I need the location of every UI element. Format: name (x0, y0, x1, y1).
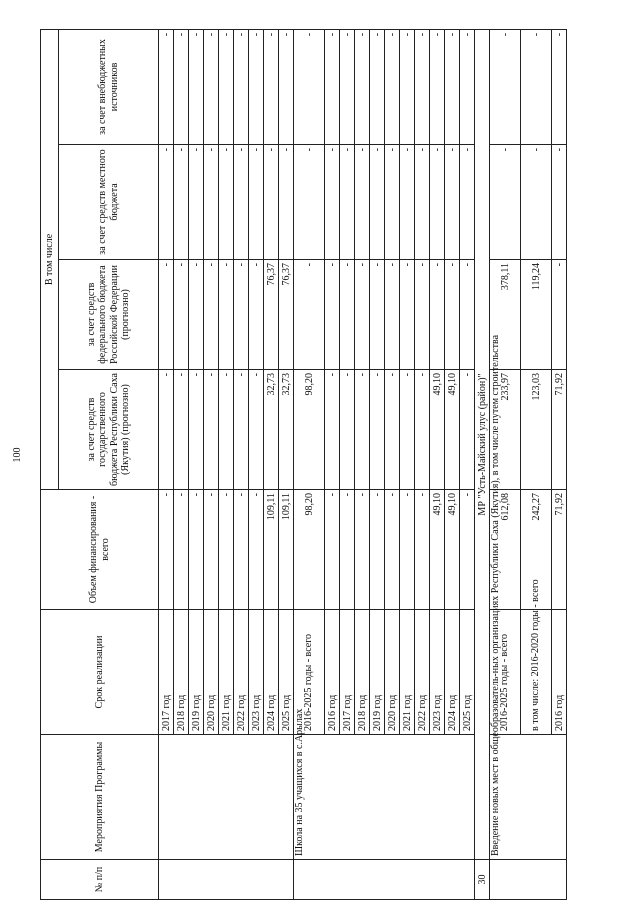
col-fed-header: за счет средств федерального бюджета Российской Федерации (прогнозно) (59, 260, 159, 370)
local-budget-cell: - (174, 145, 189, 260)
rs-budget-cell: - (219, 370, 234, 490)
extrabudget-cell: - (385, 29, 400, 144)
local-budget-cell: - (264, 145, 279, 260)
total-cell: - (234, 490, 249, 610)
federal-budget-cell: - (430, 260, 445, 370)
rs-budget-cell: 71,92 (552, 370, 567, 490)
col-num-header: № п/п (41, 860, 159, 900)
local-budget-cell: - (521, 145, 552, 260)
extrabudget-cell: - (189, 29, 204, 144)
total-cell: - (355, 490, 370, 610)
period-cell: 2020 год (385, 610, 400, 735)
period-cell: 2018 год (174, 610, 189, 735)
col-extra-header: за счет внебюджетных источников (59, 29, 159, 144)
rs-budget-cell: - (159, 370, 174, 490)
total-cell: 109,11 (264, 490, 279, 610)
period-cell: 2022 год (234, 610, 249, 735)
extrabudget-cell: - (355, 29, 370, 144)
rs-budget-cell: 123,03 (521, 370, 552, 490)
num-cell (294, 860, 475, 900)
period-cell: 2019 год (370, 610, 385, 735)
local-budget-cell: - (325, 145, 340, 260)
region-title: МР "Усть-Майский улус (район)" (475, 29, 490, 859)
total-cell: - (385, 490, 400, 610)
rotated-table-stage (40, 30, 590, 900)
total-cell: - (400, 490, 415, 610)
local-budget-cell: - (189, 145, 204, 260)
local-budget-cell: - (490, 145, 521, 260)
federal-budget-cell: - (385, 260, 400, 370)
group-header: В том числе (41, 29, 59, 489)
period-cell: 2023 год (249, 610, 264, 735)
extrabudget-cell: - (521, 29, 552, 144)
local-budget-cell: - (430, 145, 445, 260)
event-cell: Введение новых мест в общеобразователь-ных организациях Республики Саха (Якутия), в том числе путем строительства (490, 735, 567, 860)
total-cell: 71,92 (552, 490, 567, 610)
table-row (490, 29, 521, 899)
rs-budget-cell: - (325, 370, 340, 490)
period-cell: 2023 год (430, 610, 445, 735)
extrabudget-cell: - (279, 29, 294, 144)
total-cell: - (219, 490, 234, 610)
num-cell (159, 860, 294, 900)
extrabudget-cell: - (249, 29, 264, 144)
total-cell: 49,10 (445, 490, 460, 610)
rs-budget-cell: - (400, 370, 415, 490)
rs-budget-cell: - (234, 370, 249, 490)
extrabudget-cell: - (219, 29, 234, 144)
total-cell: - (415, 490, 430, 610)
local-budget-cell: - (294, 145, 325, 260)
extrabudget-cell: - (325, 29, 340, 144)
num-cell (490, 860, 567, 900)
period-cell: 2016-2025 годы - всего (294, 610, 325, 735)
total-cell: 242,27 (521, 490, 552, 610)
rs-budget-cell: - (249, 370, 264, 490)
total-cell: - (189, 490, 204, 610)
rs-budget-cell: 233,97 (490, 370, 521, 490)
region-row-body (475, 29, 490, 899)
local-budget-cell: - (552, 145, 567, 260)
local-budget-cell: - (219, 145, 234, 260)
extrabudget-cell: - (234, 29, 249, 144)
total-cell: - (174, 490, 189, 610)
period-cell: 2024 год (264, 610, 279, 735)
federal-budget-cell: 76,37 (264, 260, 279, 370)
total-cell: - (325, 490, 340, 610)
extrabudget-cell: - (430, 29, 445, 144)
rs-budget-cell: 49,10 (445, 370, 460, 490)
block1-body (159, 29, 294, 899)
federal-budget-cell: 119,24 (521, 260, 552, 370)
extrabudget-cell: - (400, 29, 415, 144)
period-cell: в том числе: 2016-2020 годы - всего (521, 610, 552, 735)
total-cell: - (340, 490, 355, 610)
rs-budget-cell: 98,20 (294, 370, 325, 490)
federal-budget-cell: - (189, 260, 204, 370)
extrabudget-cell: - (340, 29, 355, 144)
page-number: 100 (12, 447, 23, 463)
extrabudget-cell: - (204, 29, 219, 144)
federal-budget-cell: 76,37 (279, 260, 294, 370)
period-cell: 2018 год (355, 610, 370, 735)
col-local-header: за счет средств местного бюджета (59, 145, 159, 260)
rs-budget-cell: 32,73 (264, 370, 279, 490)
local-budget-cell: - (279, 145, 294, 260)
total-cell: 612,08 (490, 490, 521, 610)
table-row (294, 29, 325, 899)
rs-budget-cell: - (355, 370, 370, 490)
total-cell: - (370, 490, 385, 610)
period-cell: 2021 год (400, 610, 415, 735)
col-event-header: Мероприятия Программы (41, 735, 159, 860)
federal-budget-cell: - (400, 260, 415, 370)
local-budget-cell: - (234, 145, 249, 260)
local-budget-cell: - (355, 145, 370, 260)
period-cell: 2021 год (219, 610, 234, 735)
total-cell: - (204, 490, 219, 610)
total-cell: 49,10 (430, 490, 445, 610)
extrabudget-cell: - (159, 29, 174, 144)
federal-budget-cell: - (204, 260, 219, 370)
local-budget-cell: - (445, 145, 460, 260)
extrabudget-cell: - (490, 29, 521, 144)
region-row (475, 29, 490, 899)
event-cell (159, 735, 294, 860)
rs-budget-cell: - (370, 370, 385, 490)
local-budget-cell: - (249, 145, 264, 260)
period-cell: 2024 год (445, 610, 460, 735)
total-cell: - (460, 490, 475, 610)
local-budget-cell: - (460, 145, 475, 260)
federal-budget-cell: - (460, 260, 475, 370)
total-cell: - (249, 490, 264, 610)
federal-budget-cell: - (159, 260, 174, 370)
table-row (159, 29, 174, 899)
extrabudget-cell: - (370, 29, 385, 144)
extrabudget-cell: - (415, 29, 430, 144)
extrabudget-cell: - (174, 29, 189, 144)
local-budget-cell: - (159, 145, 174, 260)
rs-budget-cell: 49,10 (430, 370, 445, 490)
total-cell: 98,20 (294, 490, 325, 610)
period-cell: 2017 год (340, 610, 355, 735)
federal-budget-cell: - (294, 260, 325, 370)
rs-budget-cell: 32,73 (279, 370, 294, 490)
total-cell: - (159, 490, 174, 610)
rs-budget-cell: - (385, 370, 400, 490)
federal-budget-cell: - (552, 260, 567, 370)
period-cell: 2025 год (279, 610, 294, 735)
period-cell: 2016 год (325, 610, 340, 735)
extrabudget-cell: - (294, 29, 325, 144)
local-budget-cell: - (415, 145, 430, 260)
table-sheet (40, 30, 590, 900)
federal-budget-cell: - (355, 260, 370, 370)
local-budget-cell: - (385, 145, 400, 260)
local-budget-cell: - (340, 145, 355, 260)
period-cell: 2020 год (204, 610, 219, 735)
rs-budget-cell: - (460, 370, 475, 490)
region-num: 30 (475, 860, 490, 900)
federal-budget-cell: - (445, 260, 460, 370)
rs-budget-cell: - (340, 370, 355, 490)
federal-budget-cell: - (415, 260, 430, 370)
federal-budget-cell: - (340, 260, 355, 370)
rs-budget-cell: - (174, 370, 189, 490)
local-budget-cell: - (370, 145, 385, 260)
period-cell: 2016 год (552, 610, 567, 735)
financing-table (40, 29, 567, 900)
extrabudget-cell: - (552, 29, 567, 144)
period-cell: 2025 год (460, 610, 475, 735)
federal-budget-cell: - (219, 260, 234, 370)
block2-body (294, 29, 475, 899)
rs-budget-cell: - (204, 370, 219, 490)
extrabudget-cell: - (445, 29, 460, 144)
extrabudget-cell: - (460, 29, 475, 144)
federal-budget-cell: - (325, 260, 340, 370)
period-cell: 2017 год (159, 610, 174, 735)
extrabudget-cell: - (264, 29, 279, 144)
federal-budget-cell: - (234, 260, 249, 370)
local-budget-cell: - (204, 145, 219, 260)
period-cell: 2016-2025 годы - всего (490, 610, 521, 735)
federal-budget-cell: - (174, 260, 189, 370)
col-total-header: Объем финансирования - всего (41, 490, 159, 610)
col-rs-header: за счет средств государственного бюджета Республики Саха (Якутия) (прогнозно) (59, 370, 159, 490)
block3-body (490, 29, 567, 899)
period-cell: 2022 год (415, 610, 430, 735)
period-cell: 2019 год (189, 610, 204, 735)
federal-budget-cell: - (370, 260, 385, 370)
rs-budget-cell: - (415, 370, 430, 490)
event-cell: Школа на 35 учащихся в с.Арылах (294, 735, 475, 860)
col-period-header: Срок реализации (41, 610, 159, 735)
total-cell: 109,11 (279, 490, 294, 610)
rs-budget-cell: - (189, 370, 204, 490)
federal-budget-cell: - (249, 260, 264, 370)
local-budget-cell: - (400, 145, 415, 260)
federal-budget-cell: 378,11 (490, 260, 521, 370)
